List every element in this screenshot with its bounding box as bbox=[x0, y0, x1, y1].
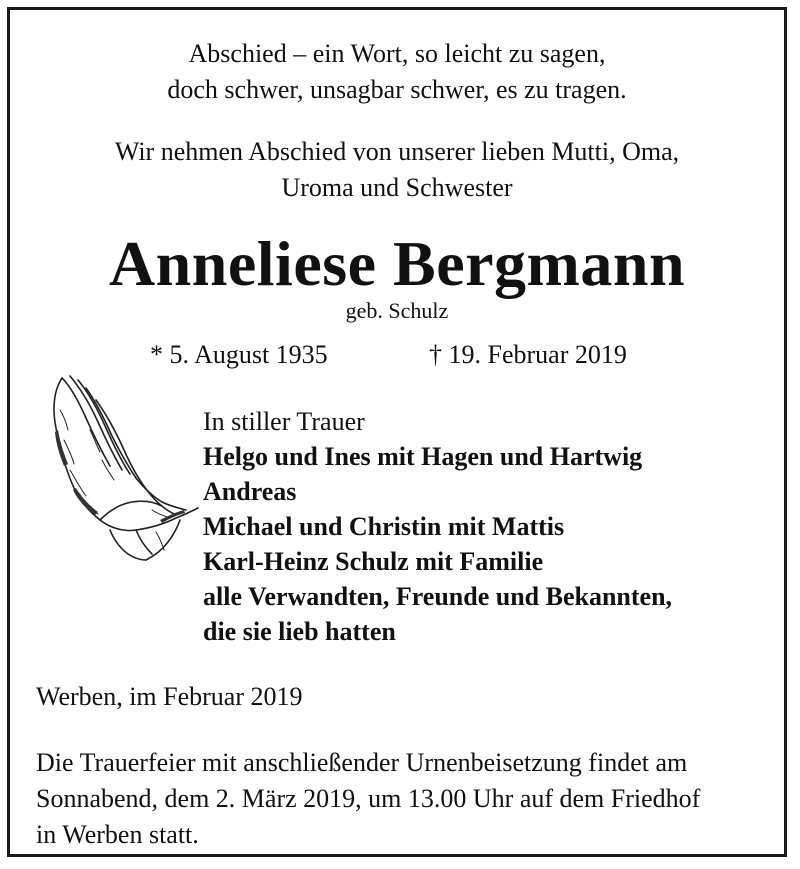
funeral-line: in Werben statt. bbox=[36, 820, 199, 849]
mourner-line: alle Verwandten, Freunde und Bekannten, bbox=[203, 582, 673, 611]
funeral-info bbox=[36, 745, 766, 853]
mourner-line: Michael und Christin mit Mattis bbox=[203, 512, 565, 541]
mourners-lead: In stiller Trauer bbox=[203, 407, 365, 436]
place-date: Werben, im Februar 2019 bbox=[36, 682, 303, 711]
obituary-frame bbox=[7, 7, 787, 857]
funeral-line: Die Trauerfeier mit anschließender Urnenbeisetzung findet am bbox=[36, 748, 688, 777]
praying-hands-icon bbox=[40, 370, 200, 570]
mourner-line: Karl-Heinz Schulz mit Familie bbox=[203, 547, 544, 576]
mourner-line: Andreas bbox=[203, 477, 297, 506]
funeral-line: Sonnabend, dem 2. März 2019, um 13.00 Uhr auf dem Friedhof bbox=[36, 784, 701, 813]
poem-line: Abschied – ein Wort, so leicht zu sagen, bbox=[188, 39, 606, 68]
intro-line: Wir nehmen Abschied von unserer lieben Mutti, Oma, bbox=[114, 137, 680, 166]
poem bbox=[10, 36, 784, 108]
mourners-list bbox=[203, 404, 672, 649]
birth-date: * 5. August 1935 bbox=[150, 340, 328, 369]
deceased-name: Anneliese Bergmann bbox=[108, 228, 686, 299]
death-date: † 19. Februar 2019 bbox=[429, 340, 627, 369]
poem-line: doch schwer, unsagbar schwer, es zu tragen. bbox=[167, 75, 627, 104]
mourner-line: Helgo und Ines mit Hagen und Hartwig bbox=[203, 442, 643, 471]
mourner-line: die sie lieb hatten bbox=[203, 617, 396, 646]
intro-text bbox=[10, 134, 784, 206]
intro-line: Uroma und Schwester bbox=[281, 173, 513, 202]
maiden-name: geb. Schulz bbox=[345, 298, 449, 323]
